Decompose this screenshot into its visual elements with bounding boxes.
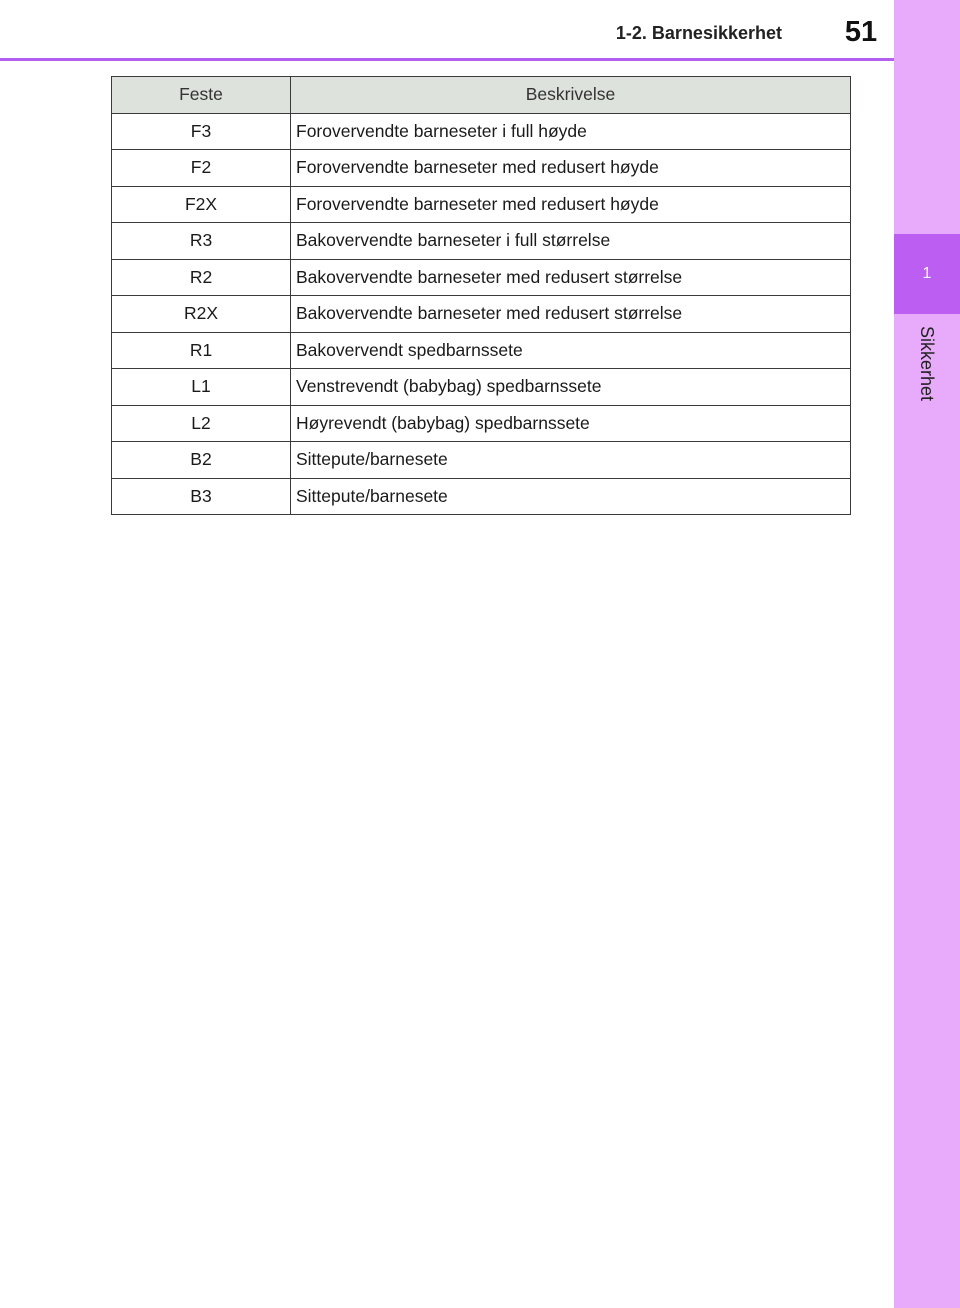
- row-code: L2: [112, 405, 291, 442]
- chapter-tab[interactable]: [894, 234, 960, 314]
- table-row: [112, 405, 851, 442]
- row-code: R3: [112, 223, 291, 260]
- row-description: Sittepute/barnesete: [291, 442, 851, 479]
- table-row: [112, 223, 851, 260]
- row-description: Sittepute/barnesete: [291, 478, 851, 515]
- table-row: [112, 332, 851, 369]
- page-number: 51: [844, 16, 878, 48]
- table-row: [112, 150, 851, 187]
- row-description: Bakovervendte barneseter med redusert størrelse: [291, 296, 851, 333]
- chapter-sidebar: [894, 0, 960, 1308]
- row-code: F3: [112, 113, 291, 150]
- header-divider: [0, 58, 894, 61]
- table-row: [112, 259, 851, 296]
- row-description: Bakovervendte barneseter med redusert størrelse: [291, 259, 851, 296]
- row-code: R1: [112, 332, 291, 369]
- table-row: [112, 186, 851, 223]
- chapter-number: 1: [922, 265, 932, 282]
- row-code: F2X: [112, 186, 291, 223]
- row-code: R2X: [112, 296, 291, 333]
- row-code: B3: [112, 478, 291, 515]
- row-code: L1: [112, 369, 291, 406]
- table-row: [112, 296, 851, 333]
- column-header-feste: Feste: [112, 77, 291, 114]
- row-description: Forovervendte barneseter med redusert høyde: [291, 150, 851, 187]
- row-description: Venstrevendt (babybag) spedbarnssete: [291, 369, 851, 406]
- chapter-label: Sikkerhet: [917, 326, 937, 402]
- table-row: [112, 369, 851, 406]
- anchor-spec-table: [111, 76, 851, 515]
- row-code: F2: [112, 150, 291, 187]
- row-code: R2: [112, 259, 291, 296]
- column-header-beskrivelse: Beskrivelse: [291, 77, 851, 114]
- table-row: [112, 442, 851, 479]
- row-description: Forovervendte barneseter i full høyde: [291, 113, 851, 150]
- row-description: Høyrevendt (babybag) spedbarnssete: [291, 405, 851, 442]
- table-row: [112, 113, 851, 150]
- row-code: B2: [112, 442, 291, 479]
- row-description: Forovervendte barneseter med redusert høyde: [291, 186, 851, 223]
- row-description: Bakovervendte barneseter i full størrelse: [291, 223, 851, 260]
- table-header-row: [112, 77, 851, 114]
- row-description: Bakovervendt spedbarnssete: [291, 332, 851, 369]
- table-row: [112, 478, 851, 515]
- section-title: 1-2. Barnesikkerhet: [615, 23, 782, 43]
